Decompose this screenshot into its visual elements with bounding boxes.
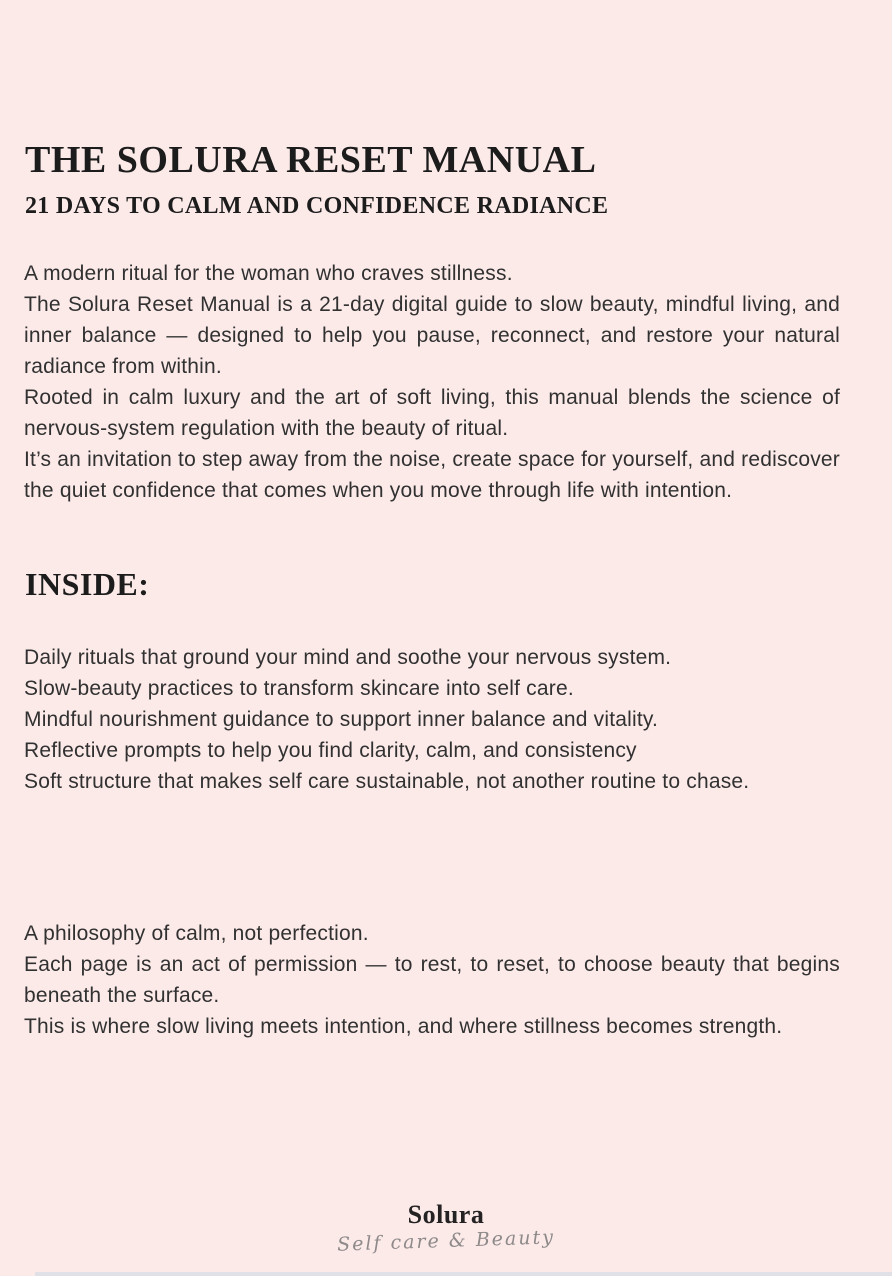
title-block bbox=[25, 140, 840, 221]
inside-item: Soft structure that makes self care sustainable, not another routine to chase. bbox=[24, 770, 750, 793]
intro-paragraph: It’s an invitation to step away from the noise, create space for yourself, and rediscover the quiet confidence that comes when you move through life with intention. bbox=[24, 448, 840, 502]
brand-logo bbox=[0, 1200, 892, 1256]
brand-name: Solura bbox=[407, 1200, 485, 1229]
philosophy-paragraph: A philosophy of calm, not perfection. bbox=[24, 922, 369, 945]
inside-item: Daily rituals that ground your mind and soothe your nervous system. bbox=[24, 646, 672, 669]
philosophy-section bbox=[24, 918, 840, 1042]
inside-item: Reflective prompts to help you find clarity, calm, and consistency bbox=[24, 739, 637, 762]
intro-section bbox=[24, 258, 840, 506]
inside-item: Slow-beauty practices to transform skincare into self care. bbox=[24, 677, 574, 700]
page-title: THE SOLURA RESET MANUAL bbox=[25, 139, 597, 181]
bottom-edge-strip bbox=[35, 1272, 892, 1276]
inside-item: Mindful nourishment guidance to support inner balance and vitality. bbox=[24, 708, 659, 731]
philosophy-paragraph: Each page is an act of permission — to rest, to reset, to choose beauty that begins beneath the surface. bbox=[24, 953, 840, 1007]
page-subtitle: 21 DAYS TO CALM AND CONFIDENCE RADIANCE bbox=[25, 192, 609, 219]
intro-paragraph: A modern ritual for the woman who craves stillness. bbox=[24, 262, 513, 285]
inside-heading: INSIDE: bbox=[25, 566, 150, 602]
intro-paragraph: Rooted in calm luxury and the art of soft living, this manual blends the science of nervous-system regulation with the beauty of ritual. bbox=[24, 386, 840, 440]
philosophy-paragraph: This is where slow living meets intention, and where stillness becomes strength. bbox=[24, 1015, 783, 1038]
inside-list-section bbox=[24, 642, 840, 797]
brand-tagline: Self care & Beauty bbox=[336, 1226, 556, 1256]
intro-paragraph: The Solura Reset Manual is a 21-day digital guide to slow beauty, mindful living, and inner balance — designed to help you pause, reconnect, and restore your natural radiance from within. bbox=[24, 293, 840, 378]
